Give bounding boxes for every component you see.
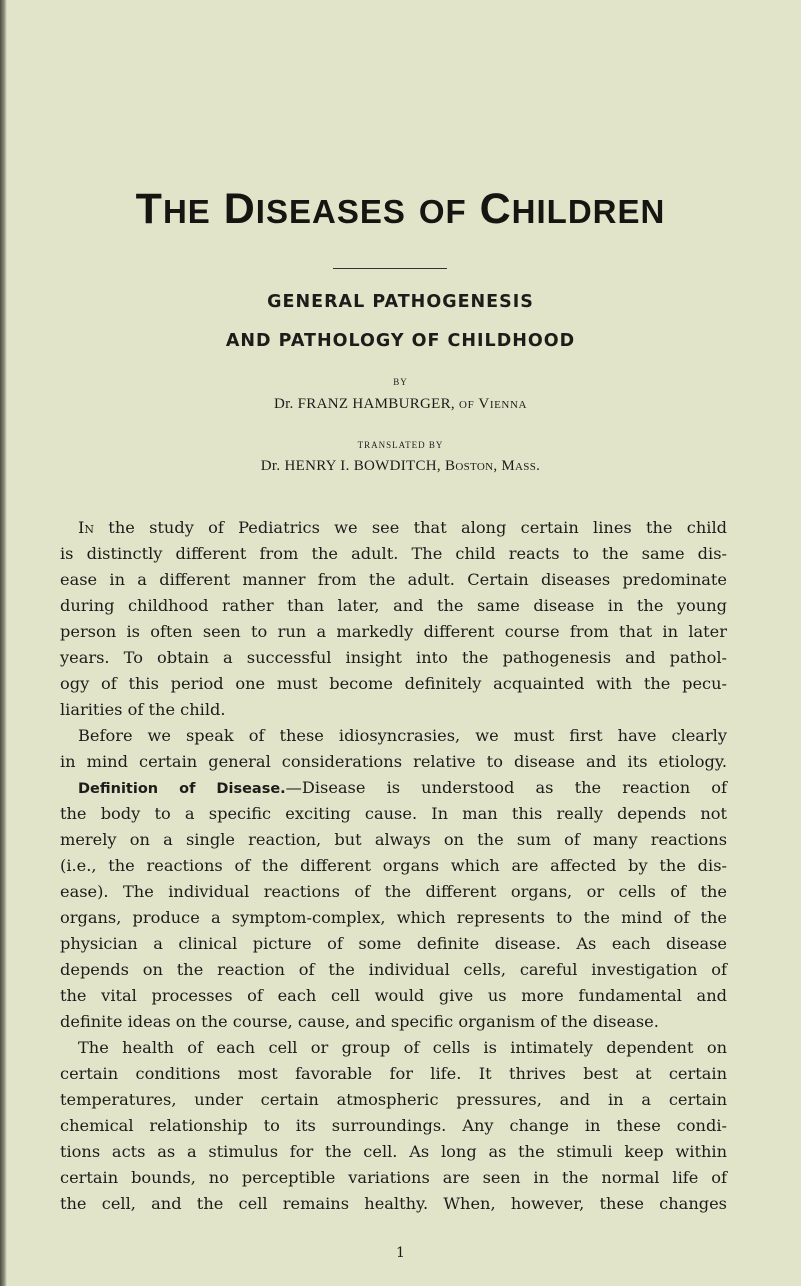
body-line: person is often seen to run a markedly different course from that in later	[60, 622, 727, 641]
body-line: merely on a single reaction, but always on the sum of many reactions	[60, 830, 727, 849]
body-line: depends on the reaction of the individual cells, careful investigation of	[60, 960, 727, 979]
body-line: certain bounds, no perceptible variations are seen in the normal life of	[60, 1168, 727, 1187]
translator-line	[0, 458, 801, 475]
body-line: ogy of this period one must become definitely acquainted with the pecu-	[60, 674, 727, 693]
body-line: during childhood rather than later, and the same disease in the young	[60, 596, 727, 615]
translator-place: Boston, Mass.	[445, 458, 541, 474]
section-heading: Definition of Disease.	[78, 781, 286, 797]
author-line	[0, 396, 801, 413]
translated-by-label: TRANSLATED BY	[357, 440, 444, 450]
page-title: THE DISEASES OF CHILDREN	[135, 185, 666, 233]
body-line: chemical relationship to its surroundings. Any change in these condi-	[60, 1116, 727, 1135]
body-line: organs, produce a symptom-complex, which represents to the mind of the	[60, 908, 727, 927]
subtitle-line-2: AND PATHOLOGY OF CHILDHOOD	[225, 331, 576, 351]
body-line: The health of each cell or group of cells is intimately dependent on	[78, 1038, 727, 1057]
body-line: temperatures, under certain atmospheric pressures, and in a certain	[60, 1090, 727, 1109]
body-line: tions acts as a stimulus for the cell. As long as the stimuli keep within	[60, 1142, 727, 1161]
body-line: the cell, and the cell remains healthy. When, however, these changes	[60, 1194, 727, 1213]
body-line: the vital processes of each cell would give us more fundamental and	[60, 986, 727, 1005]
body-line: years. To obtain a successful insight into the pathogenesis and pathol-	[60, 648, 727, 667]
title-divider	[333, 268, 447, 269]
by-label: BY	[393, 377, 408, 387]
body-line: ease in a different manner from the adult. Certain diseases predominate	[60, 570, 727, 589]
body-line: definite ideas on the course, cause, and specific organism of the disease.	[60, 1012, 659, 1031]
body-line: (i.e., the reactions of the different organs which are affected by the dis-	[60, 856, 727, 875]
body-line: ease). The individual reactions of the different organs, or cells of the	[60, 882, 727, 901]
body-line: In the study of Pediatrics we see that along certain lines the child	[78, 518, 727, 537]
author-place: of Vienna	[459, 396, 528, 412]
subtitle-line-1: GENERAL PATHOGENESIS	[267, 292, 534, 312]
body-line: liarities of the child.	[60, 700, 226, 719]
body-line: in mind certain general considerations relative to disease and its etiology.	[60, 752, 727, 771]
body-line: is distinctly different from the adult. The child reacts to the same dis-	[60, 544, 727, 563]
body-line: certain conditions most favorable for life. It thrives best at certain	[60, 1064, 727, 1083]
body-line: physician a clinical picture of some definite disease. As each disease	[60, 934, 727, 953]
author-name: Dr. FRANZ HAMBURGER,	[273, 396, 455, 412]
body-line: the body to a specific exciting cause. In man this really depends not	[60, 804, 727, 823]
body-line: Before we speak of these idiosyncrasies, we must first have clearly	[78, 726, 727, 745]
translator-name: Dr. HENRY I. BOWDITCH,	[260, 458, 441, 474]
page-number: 1	[396, 1245, 405, 1261]
body-line: Definition of Disease.—Disease is understood as the reaction of	[78, 778, 727, 797]
